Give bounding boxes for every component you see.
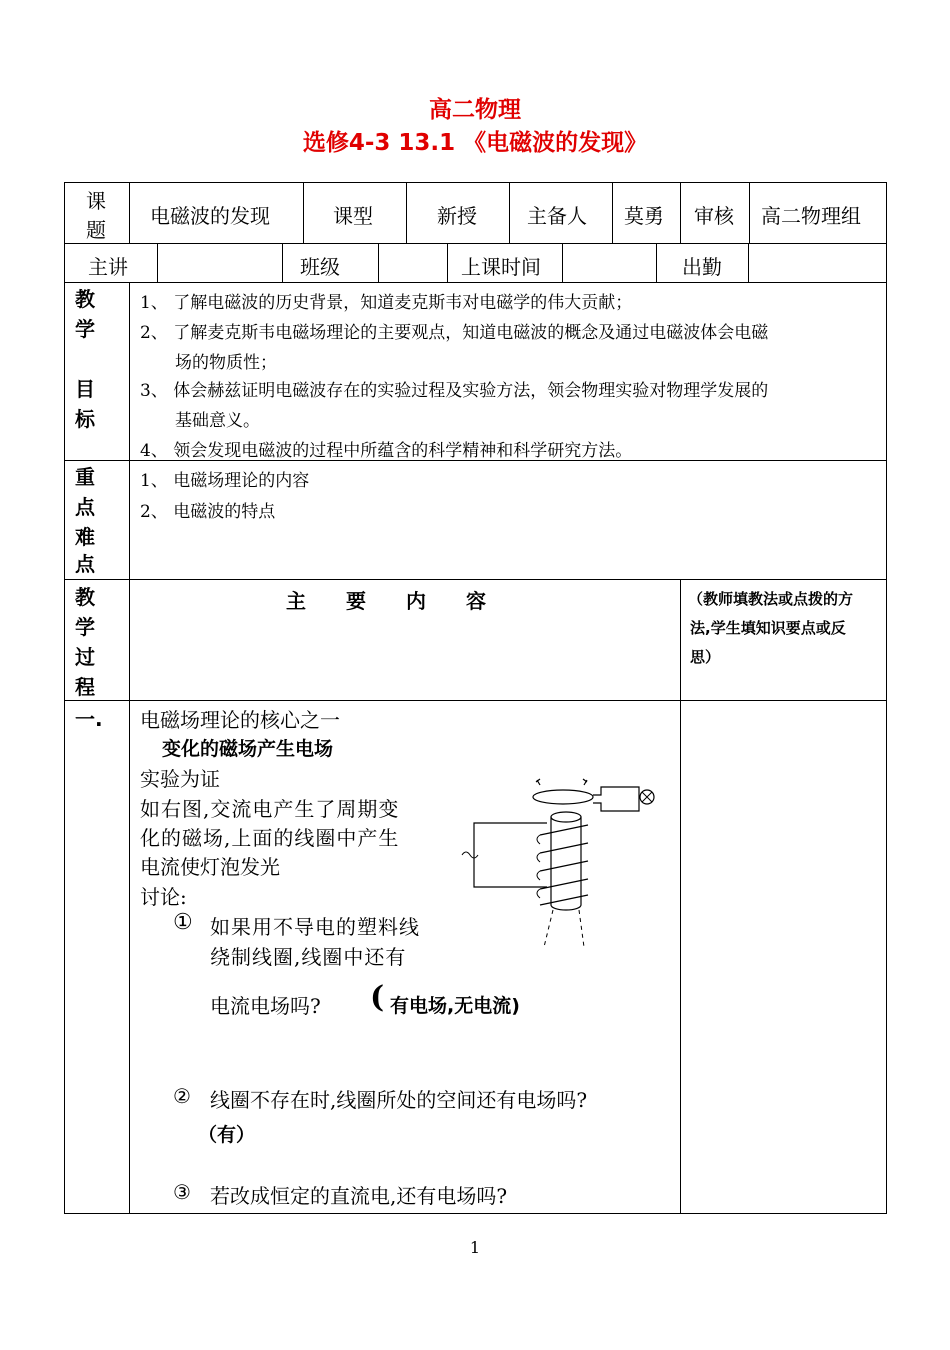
doc-subtitle: 选修4-3 13.1 《电磁波的发现》 bbox=[302, 130, 648, 156]
preparer-value: 莫勇 bbox=[624, 204, 664, 228]
process-label-3: 过 bbox=[75, 645, 95, 669]
q3-mark: ③ bbox=[173, 1180, 191, 1204]
keypoint-item-2: 2、 电磁波的特点 bbox=[140, 502, 276, 522]
attendance-label: 出勤 bbox=[682, 255, 722, 279]
process-label-2: 学 bbox=[75, 615, 95, 639]
section-heading: 电磁场理论的核心之一 bbox=[140, 708, 340, 732]
q2-mark: ② bbox=[173, 1084, 191, 1108]
goal-item-2: 2、 了解麦克斯韦电磁场理论的主要观点，知道电磁波的概念及通过电磁波体会电磁 bbox=[140, 323, 769, 343]
goal-item-4: 4、 领会发现电磁波的过程中所蕴含的科学精神和科学研究方法。 bbox=[140, 441, 633, 461]
time-label: 上课时间 bbox=[461, 255, 541, 279]
topic-value: 电磁波的发现 bbox=[150, 204, 270, 228]
q3-text: 若改成恒定的直流电,还有电场吗? bbox=[210, 1184, 508, 1208]
a1-open-paren: ( bbox=[370, 980, 385, 1015]
main-content-header: 主 要 内 容 bbox=[286, 589, 486, 613]
goal-item-2-cont: 场的物质性； bbox=[175, 353, 277, 373]
q2-text: 线圈不存在时,线圈所处的空间还有电场吗? bbox=[210, 1088, 588, 1112]
topic-label-a: 课 bbox=[86, 189, 106, 213]
note-line-1: （教师填教法或点拨的方 bbox=[688, 590, 854, 608]
section-number: 一. bbox=[75, 707, 103, 731]
q1-line-3: 电流电场吗? bbox=[210, 994, 321, 1018]
desc-line-2: 化的磁场,上面的线圈中产生 bbox=[140, 826, 400, 850]
keypoints-label-4: 点 bbox=[75, 552, 95, 576]
goal-item-3-cont: 基础意义。 bbox=[175, 411, 260, 431]
doc-title: 高二物理 bbox=[429, 97, 521, 123]
goals-label-3: 目 bbox=[75, 377, 95, 401]
top-loop-icon bbox=[533, 790, 593, 804]
class-label: 班级 bbox=[300, 255, 340, 279]
discuss-label: 讨论: bbox=[140, 885, 187, 909]
keypoint-item-1: 1、 电磁场理论的内容 bbox=[140, 471, 310, 491]
keypoints-label-2: 点 bbox=[75, 495, 95, 519]
goal-item-3: 3、 体会赫兹证明电磁波存在的实验过程及实验方法，领会物理实验对物理学发展的 bbox=[140, 381, 769, 401]
review-label: 审核 bbox=[694, 204, 734, 228]
experiment-label: 实验为证 bbox=[140, 767, 220, 791]
ac-source-icon bbox=[462, 852, 478, 858]
q1-line-2: 绕制线圈,线圈中还有 bbox=[210, 945, 407, 969]
lecturer-label: 主讲 bbox=[88, 255, 128, 279]
preparer-label: 主备人 bbox=[527, 204, 587, 228]
page-number: 1 bbox=[469, 1238, 481, 1257]
type-value: 新授 bbox=[437, 204, 477, 228]
a2-answer: （有） bbox=[198, 1124, 256, 1146]
q1-line-1: 如果用不导电的塑料线 bbox=[210, 915, 420, 939]
a1-answer: 有电场,无电流) bbox=[390, 995, 520, 1017]
q1-mark: ① bbox=[173, 910, 193, 935]
topic-label-b: 题 bbox=[86, 218, 106, 242]
review-value: 高二物理组 bbox=[761, 204, 861, 228]
process-label-4: 程 bbox=[75, 675, 95, 699]
keypoints-label-3: 难 bbox=[75, 525, 95, 549]
note-line-2: 法,学生填知识要点或反 bbox=[690, 619, 846, 637]
type-label: 课型 bbox=[333, 204, 373, 228]
goals-label-1: 教 bbox=[75, 287, 95, 311]
coil-experiment-diagram bbox=[460, 775, 670, 950]
process-label-1: 教 bbox=[75, 585, 95, 609]
goals-label-4: 标 bbox=[75, 407, 95, 431]
desc-line-1: 如右图,交流电产生了周期变 bbox=[140, 797, 400, 821]
note-line-3: 思） bbox=[690, 648, 721, 666]
desc-line-3: 电流使灯泡发光 bbox=[140, 855, 280, 879]
keypoints-label-1: 重 bbox=[75, 465, 95, 489]
section-subheading: 变化的磁场产生电场 bbox=[162, 738, 334, 760]
goals-label-2: 学 bbox=[75, 317, 95, 341]
goal-item-1: 1、 了解电磁波的历史背景，知道麦克斯韦对电磁学的伟大贡献； bbox=[140, 293, 633, 313]
